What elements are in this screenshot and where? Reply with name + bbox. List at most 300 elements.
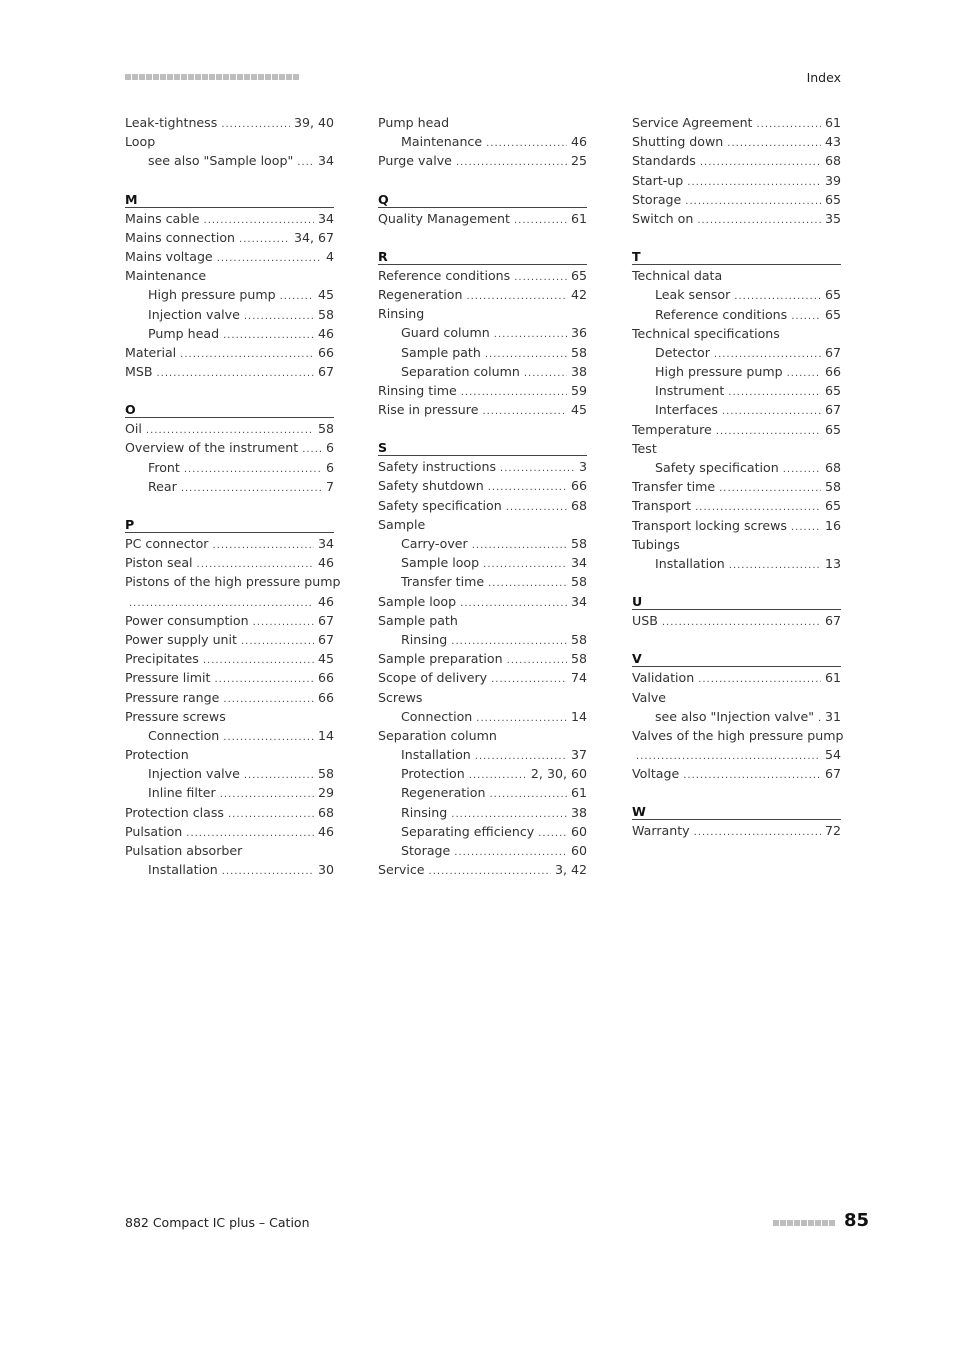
index-subentry [125,458,334,477]
index-letter-heading: R [378,248,587,265]
index-subentry [378,553,587,572]
index-term: Transport locking screws [632,517,787,533]
index-term: Power supply unit [125,631,237,647]
index-page-refs: 43 [824,134,841,150]
index-page-refs: 65 [824,287,841,303]
dot-leader [223,728,314,747]
index-term: Power consumption [125,612,249,628]
dot-leader [214,670,313,689]
index-entry [125,688,334,707]
index-entry [632,439,841,458]
index-term: Separation column [401,363,520,379]
index-term: Protection [125,747,189,763]
dot-leader [791,518,821,537]
dot-leader [228,805,314,824]
index-page-refs: 68 [824,460,841,475]
index-page-refs: 58 [570,631,587,647]
dot-leader [514,268,567,287]
index-page-refs: 6 [325,459,334,475]
dot-leader [244,766,314,785]
index-term: Mains connection [125,229,236,245]
index-term: Interfaces [655,402,718,418]
index-page-refs: 34 [317,210,334,226]
index-page-refs: 42 [570,286,587,302]
index-term: Quality Management [378,210,510,226]
dot-leader [538,824,567,843]
index-term: Separating efficiency [401,823,535,839]
index-term: Sample preparation [378,651,503,667]
index-entry [632,266,841,285]
dot-leader [486,134,567,153]
index-entry [378,592,587,611]
index-page-refs: 65 [824,306,841,322]
index-term: Mains voltage [125,248,213,264]
index-entry [378,649,587,668]
index-term: Instrument [655,383,725,399]
index-term: Oil [125,421,142,437]
index-page-refs: 68 [824,153,841,169]
index-page-refs: 38 [570,363,587,379]
index-subentry [378,841,587,860]
index-page-refs: 46 [570,134,587,150]
index-page-refs: 61 [570,210,587,226]
index-term: Rinsing [378,306,425,322]
index-term: Safety instructions [378,459,497,475]
index-page-refs: 74 [570,670,587,686]
dot-leader [662,613,821,632]
index-term: Transfer time [401,574,485,590]
index-term: Injection valve [148,766,240,782]
dot-leader [223,690,314,709]
index-page-refs: 58 [570,344,587,360]
index-entry [125,343,334,362]
index-term: Voltage [632,766,680,782]
index-page-refs: 65 [824,421,841,437]
index-page-refs: 61 [570,785,587,801]
index-term: Pressure limit [125,670,211,686]
index-page-refs: 60 [570,823,587,839]
index-term: Injection valve [148,306,240,322]
dot-leader [221,115,290,134]
index-page-refs: 25 [570,153,587,169]
index-term: High pressure pump [655,364,783,380]
index-entry [125,803,334,822]
index-term: Transport [632,498,692,514]
index-term: Separation column [378,727,497,743]
dot-leader [729,556,821,575]
index-page-refs: 3 [578,459,587,475]
index-entry [378,496,587,515]
index-term: see also "Sample loop" [148,153,294,169]
index-entry [125,113,334,132]
dot-leader [488,574,567,593]
index-page-refs: 3, 42 [554,862,587,878]
index-page-refs: 58 [570,574,587,590]
index-entry [125,534,334,553]
index-entry [378,400,587,419]
index-term: Precipitates [125,651,199,667]
index-entry [125,553,334,572]
index-entry [378,113,587,132]
index-column-2 [378,113,587,879]
index-page-refs: 58 [570,651,587,667]
index-term: Mains cable [125,210,200,226]
index-page-refs: 38 [570,804,587,820]
index-subentry [125,151,334,170]
index-entry [125,630,334,649]
index-page-refs: 39, 40 [293,115,334,130]
dot-leader [253,613,314,632]
index-subentry [632,381,841,400]
dot-leader [302,440,322,459]
index-column-1 [125,113,341,879]
index-term: Safety specification [655,460,779,475]
index-term: Reference conditions [378,267,511,283]
index-entry [632,726,844,745]
index-term: Sample loop [401,555,480,571]
index-entry [378,209,587,228]
index-subentry [378,534,587,553]
index-subentry [378,343,587,362]
dot-leader [460,594,567,613]
dot-leader [180,345,314,364]
index-term: Leak-tightness [125,115,218,130]
dot-leader [220,785,314,804]
index-subentry [632,285,841,304]
index-subentry [125,764,334,783]
index-entry [632,420,841,439]
index-subentry [632,400,841,419]
index-page-refs: 31 [824,708,841,724]
index-term: Service Agreement [632,115,753,130]
index-entry [378,266,587,285]
index-entry [632,821,841,840]
index-term: USB [632,613,658,629]
index-term: Start-up [632,172,684,188]
index-page-refs: 35 [824,210,841,226]
index-page-refs: 14 [317,727,334,743]
index-entry [378,611,587,630]
index-page-refs: 16 [824,517,841,533]
index-letter-heading: M [125,191,334,208]
index-page-refs: 61 [824,115,841,130]
page-number: 85 [844,1210,870,1231]
index-letter-heading: V [632,650,841,667]
dot-leader [783,460,821,479]
index-subentry [378,572,587,591]
index-page-refs: 45 [317,651,334,667]
index-page-refs: 65 [824,498,841,514]
index-subentry [378,707,587,726]
index-entry [125,247,334,266]
index-subentry [125,305,334,324]
index-entry [125,209,334,228]
index-entry [632,764,841,783]
index-term: Technical data [632,268,723,284]
index-term: Regeneration [401,785,486,801]
index-page-refs: 60 [570,843,587,858]
index-entry [378,285,587,304]
index-term: Sample loop [378,593,457,609]
dot-leader [697,211,821,230]
index-page-refs: 67 [317,612,334,628]
index-subentry [378,362,587,381]
index-page-refs: 4 [325,248,334,264]
index-term: Transfer time [632,479,716,495]
dot-leader [698,670,821,689]
dot-leader [203,651,314,670]
index-page-refs: 65 [570,267,587,283]
index-term: Screws [378,689,423,705]
index-term: Purge valve [378,153,452,169]
index-page-refs: 58 [317,766,334,782]
index-term: Valve [632,689,667,705]
index-page-refs: 66 [570,478,587,494]
index-page-refs: 6 [325,440,334,456]
index-term: Tubings [632,536,680,552]
index-entry [125,611,334,630]
index-subentry [125,285,334,304]
index-term: Rinsing [401,804,448,820]
index-page-refs: 58 [317,421,334,437]
index-term: Temperature [632,421,712,437]
index-term: Storage [401,843,451,858]
index-page-refs: 65 [824,191,841,207]
index-entry [378,726,587,745]
index-subentry [378,822,587,841]
index-entry [125,572,341,591]
index-entry [125,419,334,438]
dot-leader [722,402,821,421]
index-term: Sample path [378,612,458,628]
index-term: Standards [632,153,696,169]
index-entry [632,688,841,707]
index-term: Pressure screws [125,708,226,724]
dot-leader [728,383,821,402]
dot-leader [212,536,313,555]
index-entry [632,324,841,343]
index-term: Pulsation absorber [125,843,243,858]
index-entry [125,132,334,151]
index-subentry [378,132,587,151]
dot-leader [506,498,567,517]
index-term: Leak sensor [655,287,731,303]
index-letter-heading: W [632,803,841,820]
index-page-refs: 39 [824,172,841,188]
index-page-refs: 58 [570,536,587,551]
index-page-refs: 68 [317,804,334,820]
dot-leader [694,823,821,842]
index-entry [125,707,334,726]
index-letter-heading: S [378,439,587,456]
index-term: see also "Injection valve" [655,708,814,724]
index-term: Pressure range [125,689,220,705]
index-subentry [125,477,334,496]
dot-leader [685,192,821,211]
index-term: Safety specification [378,497,502,513]
index-letter-heading: P [125,516,334,533]
index-term: Test [632,440,657,456]
index-entry [632,611,841,630]
dot-leader [239,230,290,249]
index-term: PC connector [125,536,209,551]
index-page-refs: 58 [317,306,334,322]
index-page-refs: 45 [317,287,334,303]
index-term: Maintenance [401,134,483,150]
index-entry [632,113,841,132]
index-term: Reference conditions [655,306,788,322]
index-term: Technical specifications [632,325,780,341]
dot-leader [223,326,314,345]
dot-leader [222,862,314,881]
index-term: Shutting down [632,134,724,150]
index-subentry [632,343,841,362]
dot-leader [472,536,567,555]
index-subentry [125,324,334,343]
dot-leader [727,134,821,153]
dot-leader [280,287,314,306]
index-letter-heading: T [632,248,841,265]
dot-leader [514,211,567,230]
index-term: Storage [632,191,682,207]
index-page-refs: 66 [317,689,334,705]
index-subentry [125,783,334,802]
index-page-refs: 46 [317,593,334,609]
index-term: Pump head [148,325,220,341]
index-term: Maintenance [125,268,207,284]
dot-leader [297,153,314,172]
index-term: Pistons of the high pressure pump [125,574,341,590]
index-entry [632,190,841,209]
index-term: Connection [148,727,220,743]
index-entry [378,515,587,534]
index-subentry [378,764,587,783]
dot-leader [524,364,567,383]
index-term: Validation [632,670,695,686]
index-term: Rise in pressure [378,402,479,418]
index-page-refs: 46 [317,555,334,571]
index-subentry [378,803,587,822]
dot-leader [466,287,567,306]
index-entry [378,381,587,400]
index-entry [125,649,334,668]
index-subentry [125,726,334,745]
index-term: Installation [401,747,471,763]
dot-leader [700,153,821,172]
index-page-refs: 61 [824,670,841,686]
index-page-refs: 67 [824,344,841,360]
index-page-refs: 66 [824,364,841,380]
index-entry [632,516,841,535]
index-page-refs: 7 [325,478,334,494]
index-page-refs: 34, 67 [293,229,334,245]
index-letter-heading: Q [378,191,587,208]
index-page-refs: 67 [824,613,841,629]
index-subentry [632,362,841,381]
index-page-refs: 67 [317,631,334,647]
index-term: Rinsing time [378,382,457,398]
index-term: Guard column [401,325,490,341]
dot-leader [456,153,567,172]
index-entry [632,668,841,687]
index-term: Switch on [632,210,694,226]
index-page-refs: 2, 30, 60 [530,766,587,782]
index-term: Loop [125,134,156,150]
dot-leader [500,459,575,478]
index-entry [125,745,334,764]
index-entry [632,745,841,764]
index-entry [378,668,587,687]
index-term: Installation [148,862,218,878]
index-term: Pulsation [125,823,183,839]
dot-leader [489,785,567,804]
dot-leader [791,307,821,326]
index-page-refs: 67 [824,402,841,418]
index-term: Overview of the instrument [125,440,299,456]
index-entry [125,438,334,457]
index-page-refs: 37 [570,747,587,763]
index-subentry [378,630,587,649]
index-page-refs: 67 [317,364,334,380]
index-entry [378,476,587,495]
index-entry [125,668,334,687]
dot-leader [719,479,821,498]
dot-leader [494,325,567,344]
index-page-refs: 29 [317,785,334,801]
dot-leader [181,479,322,498]
index-page-refs: 34 [570,593,587,609]
index-term: Material [125,344,177,360]
footer-decoration [773,1220,835,1226]
index-term: Warranty [632,823,690,839]
index-term: Installation [655,555,725,571]
dot-leader [507,651,567,670]
index-entry [632,209,841,228]
dot-leader [787,364,821,383]
index-page-refs: 68 [570,497,587,513]
dot-leader [244,307,314,326]
index-term: Sample path [401,344,481,360]
index-page-refs: 34 [570,555,587,571]
index-entry [632,535,841,554]
header-decoration [125,74,299,80]
dot-leader [217,249,322,268]
index-entry [125,362,334,381]
document-title: 882 Compact IC plus – Cation [125,1215,310,1230]
index-term: Detector [655,344,710,360]
index-term: Piston seal [125,555,193,571]
dot-leader [491,670,567,689]
index-term: Rinsing [401,631,448,647]
index-subentry [632,707,841,726]
dot-leader [184,460,322,479]
index-subentry [378,783,587,802]
section-title: Index [806,70,841,85]
index-entry [125,592,334,611]
index-subentry [125,860,334,879]
index-entry [125,228,334,247]
dot-leader [483,555,567,574]
index-page-refs: 54 [824,747,841,763]
index-entry [632,477,841,496]
index-term: Front [148,459,180,475]
index-subentry [378,745,587,764]
index-page-refs: 66 [317,344,334,360]
index-subentry [632,458,841,477]
index-term: Regeneration [378,286,463,302]
index-entry [378,151,587,170]
index-page-refs: 14 [570,708,587,724]
